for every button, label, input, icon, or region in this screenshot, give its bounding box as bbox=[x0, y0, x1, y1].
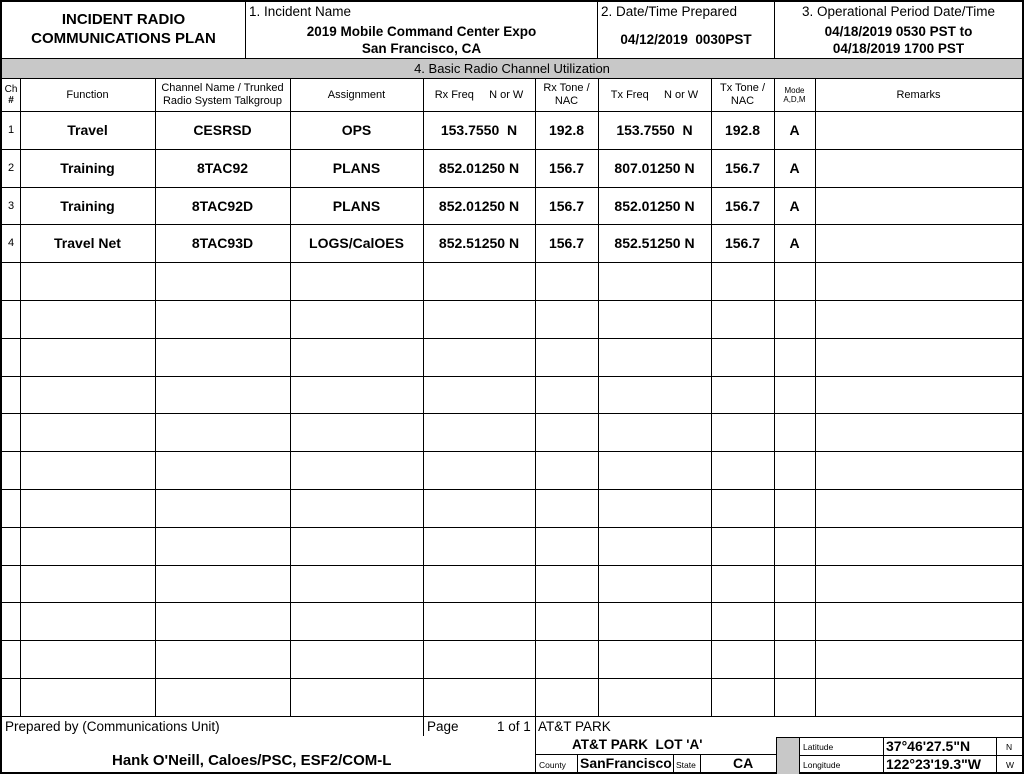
cell-ch[interactable]: 2 bbox=[7, 162, 15, 174]
cell-rx-freq[interactable]: 153.7550 N bbox=[440, 122, 518, 138]
cell-ch[interactable]: 3 bbox=[7, 199, 15, 212]
cell-rx-tone[interactable] bbox=[535, 640, 598, 678]
cell-remarks[interactable] bbox=[815, 489, 1022, 527]
cell-rx-freq[interactable] bbox=[423, 262, 535, 300]
cell-assignment[interactable] bbox=[290, 678, 423, 716]
cell-mode[interactable]: A bbox=[789, 235, 800, 251]
cell-remarks[interactable] bbox=[815, 338, 1022, 376]
cell-mode[interactable]: A bbox=[789, 122, 800, 138]
cell-ch[interactable] bbox=[2, 376, 20, 413]
cell-function[interactable] bbox=[20, 451, 155, 489]
cell-remarks[interactable] bbox=[815, 149, 1022, 187]
col-header-tx-freq-line1: Tx Freq N or W bbox=[610, 88, 699, 101]
cell-rx-tone[interactable] bbox=[535, 300, 598, 338]
cell-assignment[interactable]: PLANS bbox=[332, 197, 381, 214]
incident-name-value[interactable] bbox=[246, 23, 597, 57]
col-header-tx-tone-line2: NAC bbox=[730, 95, 755, 107]
cell-rx-freq[interactable] bbox=[423, 565, 535, 602]
cell-tx-freq[interactable] bbox=[598, 565, 711, 602]
col-header-tx-tone-line1: Tx Tone / bbox=[719, 82, 766, 94]
cell-tx-freq[interactable] bbox=[598, 300, 711, 338]
cell-assignment[interactable]: LOGS/CalOES bbox=[309, 235, 404, 251]
cell-rx-tone[interactable] bbox=[535, 376, 598, 413]
location-name: AT&T PARK bbox=[538, 719, 611, 734]
op-period-line2: 04/18/2019 1700 PST bbox=[832, 41, 965, 56]
cell-mode[interactable] bbox=[774, 678, 815, 716]
cell-channel[interactable] bbox=[155, 262, 290, 300]
cell-mode[interactable] bbox=[774, 338, 815, 376]
cell-rx-tone[interactable] bbox=[535, 489, 598, 527]
cell-tx-freq[interactable] bbox=[598, 678, 711, 716]
cell-channel[interactable] bbox=[155, 602, 290, 640]
latitude-value[interactable]: 37°46'27.5"N bbox=[886, 738, 971, 754]
op-period-value[interactable] bbox=[775, 23, 1022, 57]
incident-name-label: 1. Incident Name bbox=[249, 4, 352, 19]
cell-function[interactable]: Training bbox=[60, 197, 115, 214]
longitude-label: Longitude bbox=[803, 760, 841, 770]
prepared-by-value[interactable]: Hank O'Neill, Caloes/PSC, ESF2/COM-L bbox=[112, 752, 392, 769]
col-header-rx-freq-line1: Rx Freq N or W bbox=[434, 88, 524, 101]
page-value: 1 of 1 bbox=[497, 719, 531, 734]
form-title-line1: INCIDENT RADIO bbox=[61, 11, 186, 28]
col-header-assignment bbox=[290, 79, 423, 111]
cell-tx-tone[interactable] bbox=[711, 338, 774, 376]
cell-tx-freq[interactable] bbox=[598, 451, 711, 489]
cell-ch[interactable]: 1 bbox=[7, 124, 15, 136]
cell-rx-freq[interactable] bbox=[423, 376, 535, 413]
col-header-rx-tone-line1: Rx Tone / bbox=[543, 82, 590, 94]
cell-tx-tone[interactable]: 156.7 bbox=[724, 160, 761, 176]
cell-rx-tone[interactable]: 156.7 bbox=[548, 235, 585, 251]
cell-tx-tone[interactable]: 156.7 bbox=[724, 235, 761, 251]
cell-mode[interactable] bbox=[774, 527, 815, 565]
cell-function[interactable] bbox=[20, 300, 155, 338]
cell-channel[interactable]: 8TAC93D bbox=[191, 235, 254, 251]
cell-rx-tone[interactable] bbox=[535, 527, 598, 565]
cell-ch[interactable] bbox=[2, 451, 20, 489]
cell-assignment[interactable] bbox=[290, 451, 423, 489]
cell-tx-tone[interactable] bbox=[711, 262, 774, 300]
cell-tx-freq[interactable] bbox=[598, 413, 711, 451]
cell-tx-freq[interactable] bbox=[598, 376, 711, 413]
cell-channel[interactable] bbox=[155, 489, 290, 527]
cell-ch[interactable] bbox=[2, 640, 20, 678]
cell-tx-freq[interactable] bbox=[598, 527, 711, 565]
cell-mode[interactable]: A bbox=[789, 197, 800, 214]
cell-tx-tone[interactable] bbox=[711, 489, 774, 527]
county-label: County bbox=[539, 760, 566, 770]
cell-tx-tone[interactable] bbox=[711, 678, 774, 716]
cell-assignment[interactable]: OPS bbox=[341, 122, 372, 138]
cell-remarks[interactable] bbox=[815, 224, 1022, 262]
cell-function[interactable] bbox=[20, 527, 155, 565]
col-header-mode bbox=[774, 79, 815, 111]
cell-rx-tone[interactable]: 192.8 bbox=[548, 122, 585, 138]
cell-rx-freq[interactable] bbox=[423, 678, 535, 716]
cell-tx-tone[interactable] bbox=[711, 300, 774, 338]
cell-function[interactable]: Travel Net bbox=[54, 235, 121, 251]
cell-rx-freq[interactable] bbox=[423, 640, 535, 678]
cell-remarks[interactable] bbox=[815, 527, 1022, 565]
cell-mode[interactable] bbox=[774, 262, 815, 300]
date-prepared-label: 2. Date/Time Prepared bbox=[601, 4, 738, 19]
cell-tx-freq[interactable] bbox=[598, 489, 711, 527]
cell-ch[interactable] bbox=[2, 300, 20, 338]
cell-tx-freq[interactable] bbox=[598, 602, 711, 640]
cell-function[interactable]: Training bbox=[60, 160, 115, 176]
cell-rx-freq[interactable] bbox=[423, 527, 535, 565]
col-header-assignment-line1: Assignment bbox=[327, 88, 386, 101]
col-header-tx-freq bbox=[598, 79, 711, 111]
cell-rx-tone[interactable]: 156.7 bbox=[548, 160, 585, 176]
cell-function[interactable] bbox=[20, 678, 155, 716]
cell-assignment[interactable] bbox=[290, 376, 423, 413]
cell-tx-freq[interactable] bbox=[598, 338, 711, 376]
cell-tx-tone[interactable] bbox=[711, 527, 774, 565]
cell-remarks[interactable] bbox=[815, 678, 1022, 716]
cell-mode[interactable] bbox=[774, 451, 815, 489]
cell-function[interactable] bbox=[20, 262, 155, 300]
col-header-tx-tone bbox=[711, 79, 774, 111]
cell-function[interactable] bbox=[20, 413, 155, 451]
state-value[interactable]: CA bbox=[733, 755, 754, 771]
cell-remarks[interactable] bbox=[815, 376, 1022, 413]
section4-title: 4. Basic Radio Channel Utilization bbox=[414, 61, 610, 76]
cell-ch[interactable] bbox=[2, 565, 20, 602]
cell-rx-freq[interactable] bbox=[423, 451, 535, 489]
cell-tx-tone[interactable] bbox=[711, 376, 774, 413]
state-label: State bbox=[676, 760, 696, 770]
incident-name-line1: 2019 Mobile Command Center Expo bbox=[306, 24, 537, 39]
cell-assignment[interactable] bbox=[290, 300, 423, 338]
cell-rx-tone[interactable] bbox=[535, 451, 598, 489]
location-detail[interactable]: AT&T PARK LOT 'A' bbox=[572, 737, 703, 752]
cell-assignment[interactable] bbox=[290, 602, 423, 640]
cell-remarks[interactable] bbox=[815, 451, 1022, 489]
col-header-rx-tone-line2: NAC bbox=[554, 95, 579, 107]
cell-rx-freq[interactable]: 852.51250 N bbox=[438, 235, 520, 251]
cell-tx-tone[interactable]: 192.8 bbox=[724, 122, 761, 138]
col-header-channel bbox=[155, 79, 290, 111]
cell-tx-tone[interactable] bbox=[711, 413, 774, 451]
incident-name-line2: San Francisco, CA bbox=[361, 41, 482, 56]
cell-rx-freq[interactable] bbox=[423, 489, 535, 527]
cell-remarks[interactable] bbox=[815, 111, 1022, 149]
cell-assignment[interactable] bbox=[290, 640, 423, 678]
cell-ch[interactable] bbox=[2, 602, 20, 640]
cell-mode[interactable] bbox=[774, 489, 815, 527]
cell-channel[interactable]: CESRSD bbox=[193, 122, 252, 138]
col-header-function-line1: Function bbox=[66, 88, 109, 101]
cell-mode[interactable] bbox=[774, 376, 815, 413]
cell-ch[interactable] bbox=[2, 678, 20, 716]
form-title bbox=[2, 10, 245, 48]
cell-mode[interactable]: A bbox=[789, 160, 800, 176]
cell-tx-freq[interactable] bbox=[598, 640, 711, 678]
coord-grey-box bbox=[777, 738, 799, 774]
cell-ch[interactable] bbox=[2, 527, 20, 565]
cell-channel[interactable] bbox=[155, 338, 290, 376]
cell-function[interactable] bbox=[20, 602, 155, 640]
op-period-line1: 04/18/2019 0530 PST to bbox=[824, 24, 973, 39]
cell-ch[interactable] bbox=[2, 338, 20, 376]
cell-rx-tone[interactable] bbox=[535, 602, 598, 640]
cell-channel[interactable] bbox=[155, 413, 290, 451]
cell-mode[interactable] bbox=[774, 640, 815, 678]
cell-rx-tone[interactable] bbox=[535, 262, 598, 300]
cell-rx-tone[interactable] bbox=[535, 413, 598, 451]
latitude-label: Latitude bbox=[803, 742, 834, 752]
cell-remarks[interactable] bbox=[815, 565, 1022, 602]
cell-channel[interactable] bbox=[155, 376, 290, 413]
cell-function[interactable] bbox=[20, 565, 155, 602]
cell-assignment[interactable] bbox=[290, 565, 423, 602]
cell-ch[interactable] bbox=[2, 489, 20, 527]
col-header-rx-tone bbox=[535, 79, 598, 111]
cell-remarks[interactable] bbox=[815, 300, 1022, 338]
cell-mode[interactable] bbox=[774, 413, 815, 451]
cell-mode[interactable] bbox=[774, 565, 815, 602]
cell-rx-freq[interactable]: 852.01250 N bbox=[438, 160, 520, 176]
cell-rx-freq[interactable] bbox=[423, 413, 535, 451]
cell-assignment[interactable] bbox=[290, 489, 423, 527]
cell-assignment[interactable] bbox=[290, 262, 423, 300]
cell-remarks[interactable] bbox=[815, 602, 1022, 640]
col-header-ch-line1: Ch bbox=[4, 84, 18, 95]
cell-ch[interactable] bbox=[2, 413, 20, 451]
cell-tx-freq[interactable]: 807.01250 N bbox=[614, 160, 695, 176]
cell-tx-freq[interactable]: 153.7550 N bbox=[616, 122, 693, 138]
cell-assignment[interactable]: PLANS bbox=[332, 160, 381, 176]
cell-channel[interactable] bbox=[155, 565, 290, 602]
cell-ch[interactable] bbox=[2, 262, 20, 300]
prepared-by-label: Prepared by (Communications Unit) bbox=[5, 719, 220, 734]
cell-channel[interactable]: 8TAC92D bbox=[191, 197, 254, 214]
cell-channel[interactable]: 8TAC92 bbox=[196, 160, 249, 176]
cell-channel[interactable] bbox=[155, 640, 290, 678]
cell-tx-tone[interactable] bbox=[711, 602, 774, 640]
form-title-line2: COMMUNICATIONS PLAN bbox=[31, 30, 216, 47]
cell-function[interactable] bbox=[20, 376, 155, 413]
cell-tx-tone[interactable] bbox=[711, 565, 774, 602]
cell-rx-tone[interactable] bbox=[535, 338, 598, 376]
col-header-mode-line1: Mode bbox=[784, 86, 805, 95]
cell-rx-freq[interactable]: 852.01250 N bbox=[438, 197, 520, 214]
op-period-label: 3. Operational Period Date/Time bbox=[801, 4, 996, 19]
col-header-rx-freq bbox=[423, 79, 535, 111]
cell-rx-freq[interactable] bbox=[423, 602, 535, 640]
col-header-function bbox=[20, 79, 155, 111]
cell-assignment[interactable] bbox=[290, 338, 423, 376]
cell-assignment[interactable] bbox=[290, 413, 423, 451]
cell-rx-freq[interactable] bbox=[423, 338, 535, 376]
cell-function[interactable]: Travel bbox=[67, 122, 108, 138]
cell-function[interactable] bbox=[20, 338, 155, 376]
cell-rx-tone[interactable] bbox=[535, 678, 598, 716]
cell-tx-freq[interactable]: 852.01250 N bbox=[614, 197, 695, 214]
cell-channel[interactable] bbox=[155, 527, 290, 565]
cell-channel[interactable] bbox=[155, 451, 290, 489]
cell-tx-tone[interactable] bbox=[711, 451, 774, 489]
cell-rx-freq[interactable] bbox=[423, 300, 535, 338]
cell-tx-freq[interactable] bbox=[598, 262, 711, 300]
longitude-value[interactable]: 122°23'19.3"W bbox=[886, 756, 981, 772]
col-header-channel-line2: Radio System Talkgroup bbox=[162, 95, 283, 107]
page-label: Page bbox=[427, 719, 459, 734]
cell-channel[interactable] bbox=[155, 678, 290, 716]
latitude-dir: N bbox=[1006, 742, 1013, 752]
cell-ch[interactable]: 4 bbox=[7, 237, 15, 249]
cell-remarks[interactable] bbox=[815, 187, 1022, 224]
cell-mode[interactable] bbox=[774, 602, 815, 640]
cell-tx-tone[interactable] bbox=[711, 640, 774, 678]
cell-assignment[interactable] bbox=[290, 527, 423, 565]
cell-remarks[interactable] bbox=[815, 413, 1022, 451]
longitude-dir: W bbox=[1006, 760, 1015, 770]
col-header-channel-line1: Channel Name / Trunked bbox=[161, 82, 284, 94]
col-header-ch-line2: # bbox=[8, 95, 14, 106]
col-header-ch bbox=[2, 79, 20, 111]
cell-tx-freq[interactable]: 852.51250 N bbox=[614, 235, 695, 251]
col-header-remarks bbox=[815, 79, 1022, 111]
cell-mode[interactable] bbox=[774, 300, 815, 338]
county-value[interactable]: SanFrancisco bbox=[580, 755, 672, 771]
col-header-remarks-line1: Remarks bbox=[896, 88, 941, 101]
date-prepared-value[interactable]: 04/12/2019 0030PST bbox=[620, 32, 752, 47]
cell-rx-tone[interactable]: 156.7 bbox=[548, 197, 585, 214]
cell-channel[interactable] bbox=[155, 300, 290, 338]
cell-rx-tone[interactable] bbox=[535, 565, 598, 602]
cell-function[interactable] bbox=[20, 489, 155, 527]
col-header-mode-line2: A,D,M bbox=[783, 95, 806, 104]
cell-tx-tone[interactable]: 156.7 bbox=[724, 197, 761, 214]
cell-remarks[interactable] bbox=[815, 262, 1022, 300]
cell-remarks[interactable] bbox=[815, 640, 1022, 678]
cell-function[interactable] bbox=[20, 640, 155, 678]
